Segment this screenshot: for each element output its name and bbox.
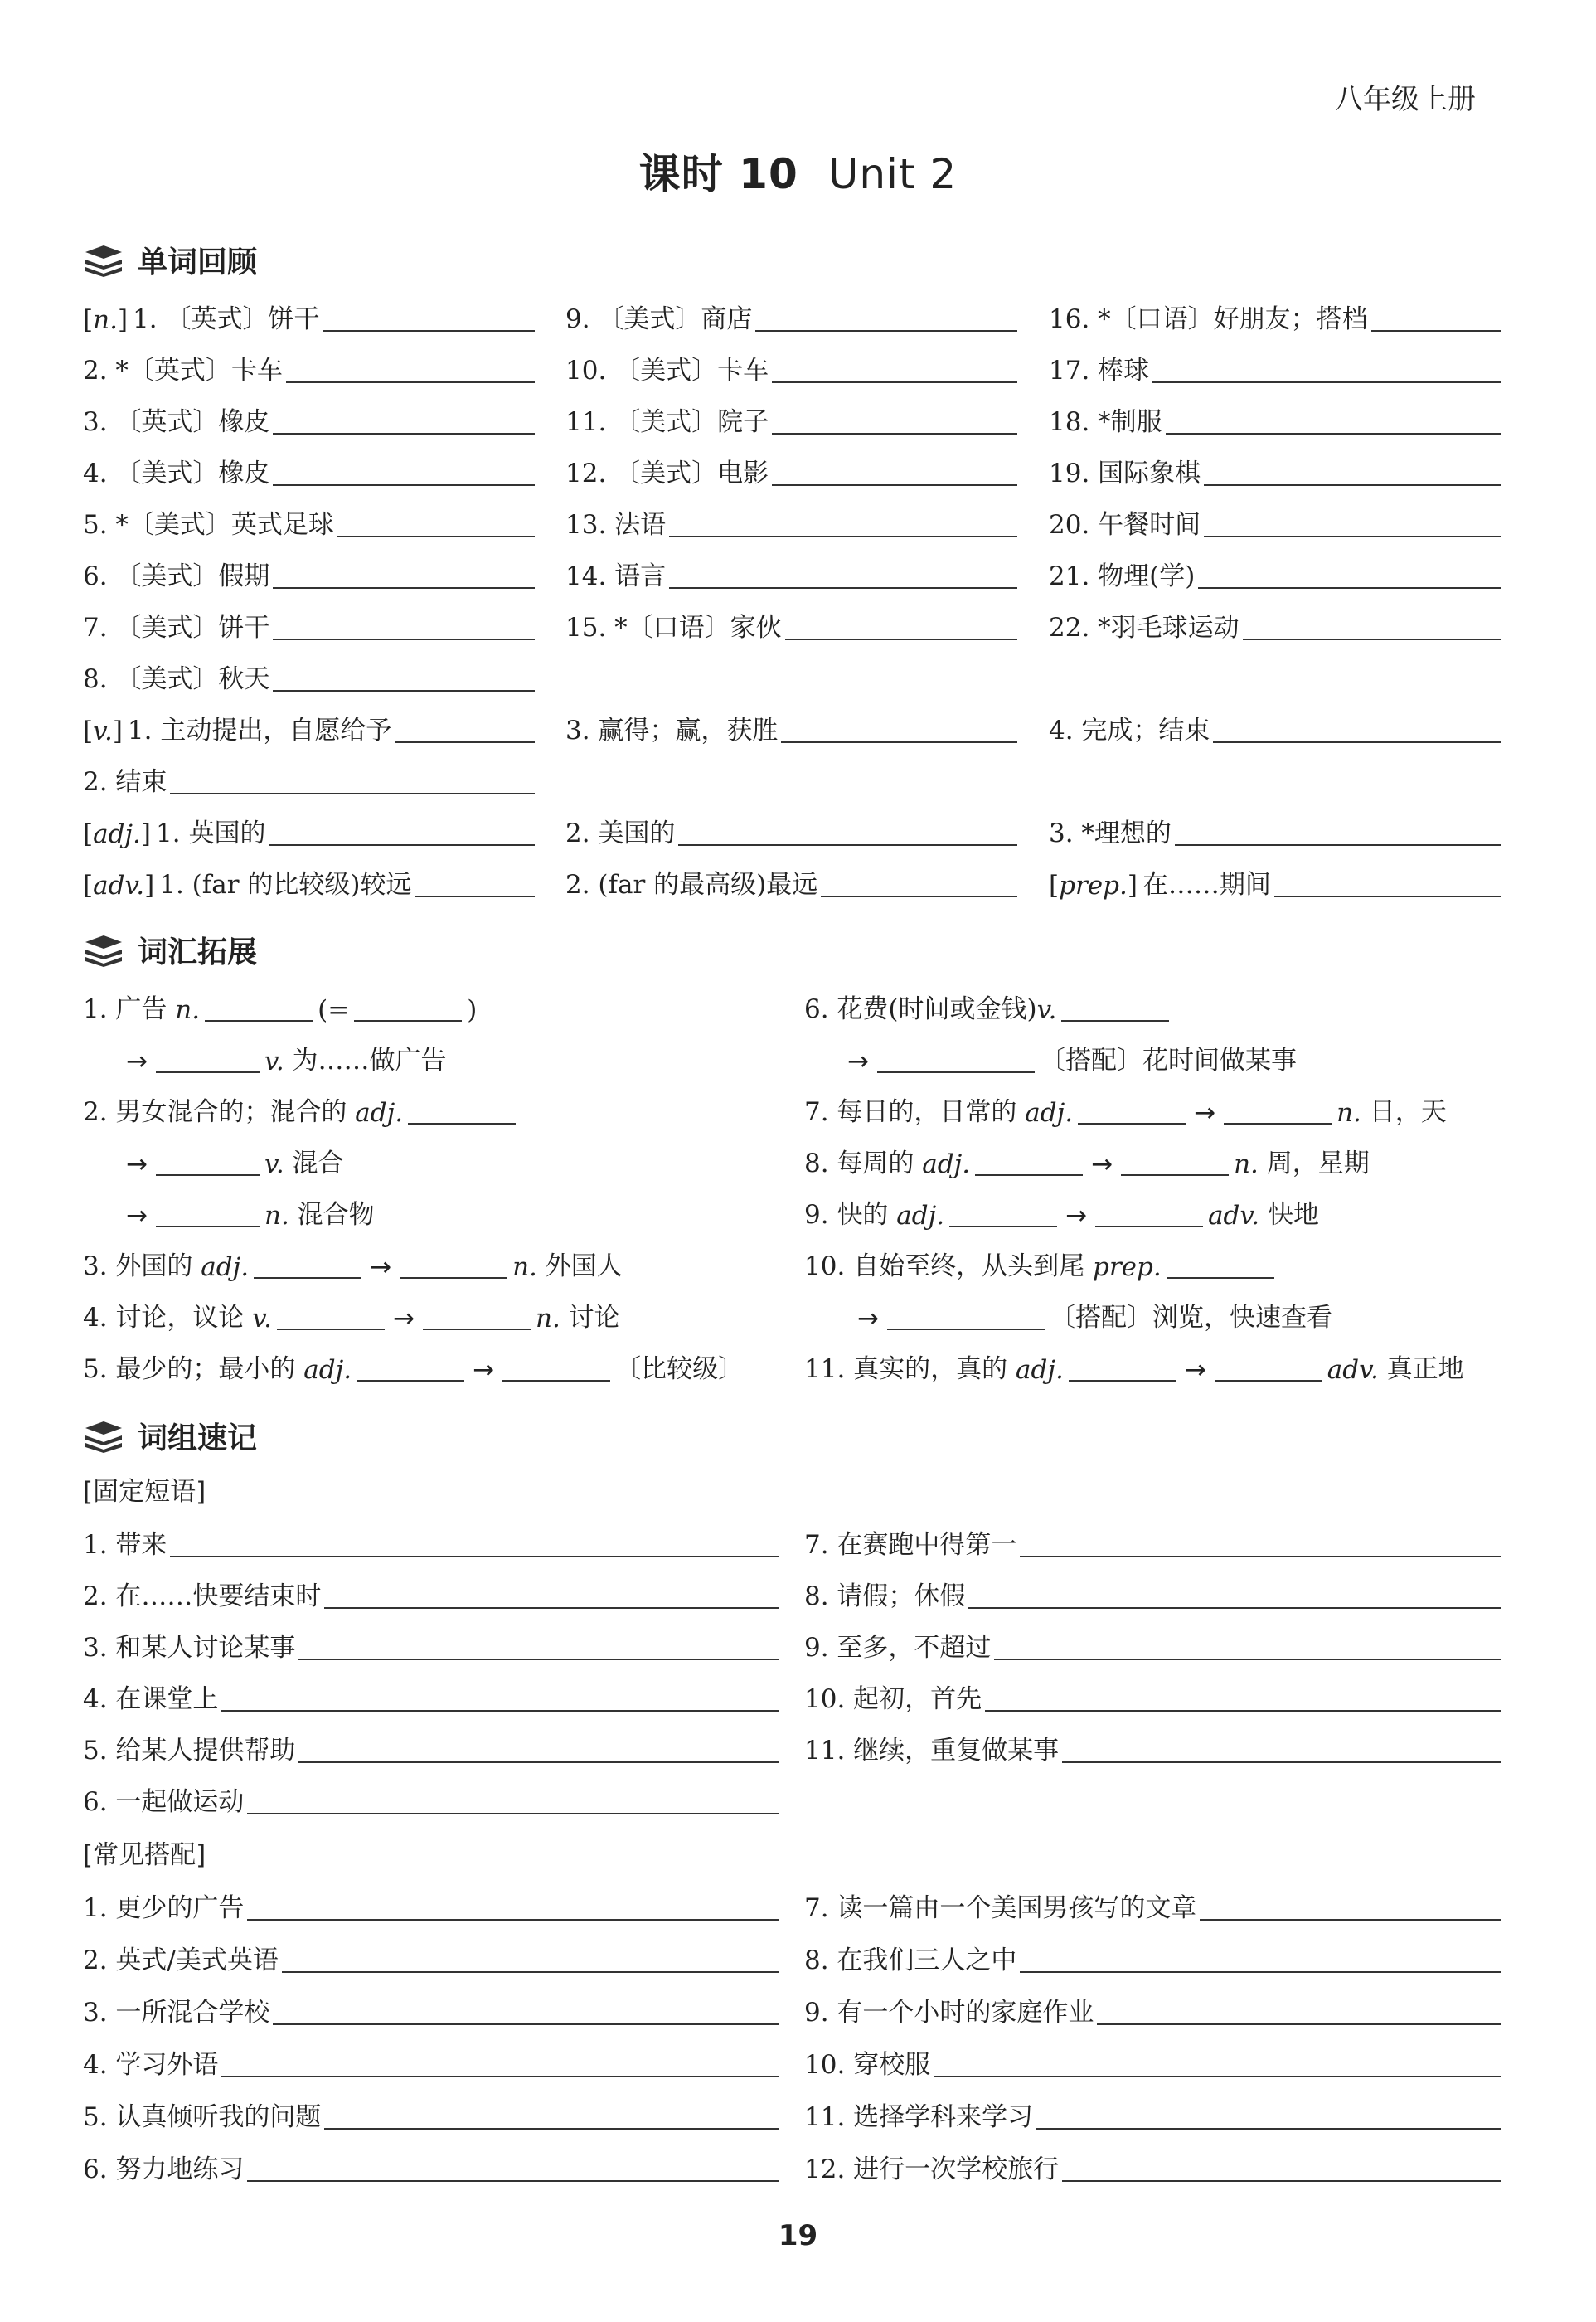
ext-item-4: 4. 讨论，议论 v. → n. 讨论: [83, 1303, 620, 1333]
arrow-icon: →: [1065, 1201, 1088, 1231]
list-item: [565, 559, 1017, 592]
list-item: [804, 1630, 1501, 1664]
answer-line[interactable]: [1152, 381, 1501, 383]
answer-line[interactable]: [1062, 2180, 1501, 2182]
item-text: 1. 主动提出，自愿给予: [127, 716, 392, 746]
arrow-icon: →: [126, 1047, 148, 1076]
answer-line[interactable]: [669, 587, 1017, 589]
item-text: 7. 〔美式〕饼干: [83, 613, 270, 643]
arrow-icon: →: [1091, 1149, 1113, 1179]
item-text: 14. 语言: [565, 561, 667, 591]
item-text: 2. 在……快要结束时: [83, 1581, 322, 1611]
answer-blank[interactable]: [400, 1277, 507, 1279]
answer-blank[interactable]: [975, 1174, 1083, 1176]
answer-blank[interactable]: [1215, 1380, 1322, 1382]
ext-item-5: 5. 最少的；最小的 adj. → 〔比较级〕: [83, 1354, 745, 1385]
answer-blank[interactable]: [357, 1380, 464, 1382]
arrow-icon: →: [857, 1304, 879, 1333]
subsection-common: [常见搭配]: [83, 1840, 206, 1870]
answer-blank[interactable]: [502, 1380, 610, 1382]
item-text: 10. 〔美式〕卡车: [565, 356, 769, 386]
ext-item-1b: → v. 为……做广告: [126, 1046, 447, 1076]
item-text: 10. 穿校服: [804, 2050, 931, 2080]
item-text: 15. *〔口语〕家伙: [565, 613, 782, 643]
item-text: 13. 法语: [565, 510, 667, 540]
pos-tag: v.: [93, 717, 113, 746]
item-text: 9. 〔美式〕商店: [565, 304, 753, 334]
grade-label: 八年级上册: [1335, 83, 1476, 116]
list-item: [83, 456, 535, 489]
answer-blank[interactable]: [887, 1329, 1045, 1330]
list-item: [1049, 353, 1501, 386]
item-text: 在……期间: [1142, 870, 1271, 900]
answer-line[interactable]: [785, 639, 1017, 640]
list-item: [565, 816, 1017, 849]
arrow-icon: →: [126, 1201, 148, 1231]
list-item: [prep.] 在……期间: [1049, 867, 1501, 901]
answer-line[interactable]: [298, 1761, 779, 1763]
list-item: [804, 2048, 1501, 2081]
list-item: [83, 1995, 779, 2028]
item-text: 6. 努力地练习: [83, 2154, 245, 2184]
list-item: [83, 662, 535, 695]
answer-blank[interactable]: [354, 1020, 462, 1022]
answer-line[interactable]: [298, 1659, 779, 1660]
section-title: 单词回顾: [138, 245, 258, 279]
subsection-fixed: [固定短语]: [83, 1477, 206, 1507]
answer-line[interactable]: [1062, 1761, 1501, 1763]
ext-item-2: 2. 男女混合的；混合的 adj.: [83, 1095, 521, 1128]
item-text: 7. 读一篇由一个美国男孩写的文章: [804, 1893, 1197, 1923]
item-text: 6. 一起做运动: [83, 1787, 245, 1817]
item-text: 1. 英国的: [156, 819, 266, 848]
list-item: [83, 559, 535, 592]
ext-item-7: 7. 每日的，日常的 adj. → n. 日，天: [804, 1097, 1447, 1128]
section-vocab-review: [83, 239, 257, 281]
list-item: [83, 1943, 779, 1976]
answer-line[interactable]: [273, 2023, 779, 2025]
answer-blank[interactable]: [156, 1174, 260, 1176]
item-text: 12. 〔美式〕电影: [565, 459, 769, 488]
answer-line[interactable]: [985, 1710, 1501, 1712]
item-text: 2. 结束: [83, 767, 167, 797]
item-text: 11. 继续，重复做某事: [804, 1736, 1060, 1766]
list-item: [804, 1682, 1501, 1715]
unit-title: Unit 2: [827, 150, 958, 198]
answer-blank[interactable]: [949, 1226, 1057, 1227]
item-text: 17. 棒球: [1049, 356, 1150, 386]
item-text: 2. *〔英式〕卡车: [83, 356, 283, 386]
section-title: 词组速记: [138, 1421, 258, 1455]
answer-line[interactable]: [1204, 536, 1501, 537]
answer-blank[interactable]: [1078, 1123, 1186, 1125]
answer-line[interactable]: [323, 330, 535, 332]
answer-line[interactable]: [269, 844, 535, 846]
answer-line[interactable]: [772, 433, 1017, 435]
answer-blank[interactable]: [254, 1277, 361, 1279]
item-text: 16. *〔口语〕好朋友；搭档: [1049, 304, 1368, 334]
list-item: [83, 1630, 779, 1664]
arrow-icon: →: [126, 1149, 148, 1179]
item-text: 8. 在我们三人之中: [804, 1946, 1017, 1975]
answer-line[interactable]: [324, 1607, 779, 1609]
arrow-icon: →: [1184, 1355, 1206, 1385]
answer-line[interactable]: [286, 381, 535, 383]
ext-item-2c: → n. 混合物: [126, 1200, 375, 1231]
answer-line[interactable]: [395, 741, 535, 743]
ext-item-2b: → v. 混合: [126, 1149, 344, 1179]
answer-blank[interactable]: [205, 1020, 313, 1022]
pos-tag: prep.: [1059, 871, 1128, 901]
item-text: 2. (far 的最高级)最远: [565, 870, 818, 900]
item-text: 1. 〔英式〕饼干: [133, 304, 320, 334]
answer-line[interactable]: [821, 896, 1017, 897]
item-text: 3. 〔英式〕橡皮: [83, 407, 270, 437]
answer-blank[interactable]: [156, 1226, 260, 1227]
answer-line[interactable]: [934, 2076, 1501, 2077]
list-item: [83, 2152, 779, 2185]
list-item: [83, 610, 535, 644]
list-item: [83, 1733, 779, 1766]
item-text: 4. 学习外语: [83, 2050, 219, 2080]
ext-item-9: 9. 快的 adj. → adv. 快地: [804, 1200, 1319, 1231]
answer-line[interactable]: [678, 844, 1017, 846]
answer-line[interactable]: [273, 433, 535, 435]
answer-blank[interactable]: [1224, 1123, 1332, 1125]
book-stack-icon: [83, 1420, 124, 1453]
item-text: 11. 选择学科来学习: [804, 2102, 1034, 2132]
answer-line[interactable]: [772, 484, 1017, 486]
list-item: [adj.] 1. 英国的: [83, 816, 535, 849]
list-item: [565, 508, 1017, 541]
list-item: [83, 1891, 779, 1924]
answer-line[interactable]: [1200, 1919, 1501, 1921]
item-text: 8. 〔美式〕秋天: [83, 664, 270, 694]
answer-line[interactable]: [282, 1971, 779, 1973]
answer-line[interactable]: [1198, 587, 1501, 589]
item-text: 12. 进行一次学校旅行: [804, 2154, 1060, 2184]
answer-line[interactable]: [324, 2128, 779, 2130]
item-text: 3. 和某人讨论某事: [83, 1633, 296, 1663]
answer-line[interactable]: [1274, 896, 1501, 897]
item-text: 9. 至多，不超过: [804, 1633, 992, 1663]
item-text: 4. 在课堂上: [83, 1684, 219, 1714]
item-text: 7. 在赛跑中得第一: [804, 1530, 1017, 1560]
answer-line[interactable]: [273, 639, 535, 640]
answer-blank[interactable]: [1095, 1226, 1203, 1227]
answer-line[interactable]: [221, 2076, 779, 2077]
answer-line[interactable]: [1097, 2023, 1501, 2025]
list-item: [804, 2100, 1501, 2133]
book-stack-icon: [83, 244, 124, 277]
list-item: [804, 2152, 1501, 2185]
answer-line[interactable]: [669, 536, 1017, 537]
answer-line[interactable]: [247, 1813, 779, 1814]
answer-line[interactable]: [1243, 639, 1501, 640]
arrow-icon: →: [393, 1304, 415, 1333]
ext-item-11: 11. 真实的，真的 adj. → adv. 真正地: [804, 1354, 1464, 1385]
answer-line[interactable]: [170, 793, 535, 794]
list-item: [1049, 508, 1501, 541]
item-text: 9. 有一个小时的家庭作业: [804, 1998, 1094, 2028]
answer-line[interactable]: [1020, 1971, 1501, 1973]
item-text: 2. 美国的: [565, 819, 676, 848]
arrow-icon: →: [847, 1047, 869, 1076]
arrow-icon: →: [473, 1355, 495, 1385]
page-number: 19: [778, 2219, 818, 2252]
list-item: [565, 353, 1017, 386]
list-item: [804, 1733, 1501, 1766]
answer-line[interactable]: [968, 1607, 1501, 1609]
section-title: 词汇拓展: [138, 935, 258, 969]
item-text: 8. 请假；休假: [804, 1581, 966, 1611]
pos-tag: n.: [93, 305, 118, 335]
item-text: 1. 带来: [83, 1530, 167, 1560]
ext-item-1: 1. 广告 n. (= ): [83, 994, 478, 1025]
list-item: [565, 405, 1017, 438]
arrow-icon: →: [1194, 1098, 1216, 1128]
ext-item-3: 3. 外国的 adj. → n. 外国人: [83, 1251, 623, 1282]
item-text: 1. 更少的广告: [83, 1893, 245, 1923]
item-text: 3. *理想的: [1049, 819, 1172, 848]
list-item: [804, 1995, 1501, 2028]
ext-item-8: 8. 每周的 adj. → n. 周，星期: [804, 1149, 1370, 1179]
ext-item-10: 10. 自始至终，从头到尾 prep.: [804, 1249, 1279, 1282]
list-item: [83, 508, 535, 541]
answer-line[interactable]: [1213, 741, 1501, 743]
item-text: 22. *羽毛球运动: [1049, 613, 1239, 643]
pos-tag: adv.: [93, 871, 145, 901]
answer-blank[interactable]: [1167, 1277, 1274, 1279]
page-title: [0, 141, 1596, 201]
list-item: [1049, 816, 1501, 849]
answer-line[interactable]: [1204, 484, 1501, 486]
answer-line[interactable]: [1166, 433, 1501, 435]
item-text: 1. (far 的比较级)较远: [159, 870, 412, 900]
list-item: [83, 1528, 779, 1561]
answer-line[interactable]: [247, 1919, 779, 1921]
answer-line[interactable]: [755, 330, 1017, 332]
answer-line[interactable]: [337, 536, 535, 537]
ext-item-6: 6. 花费(时间或金钱) v.: [804, 992, 1174, 1025]
answer-blank[interactable]: [408, 1123, 516, 1125]
answer-line[interactable]: [415, 896, 535, 897]
ext-item-6b: → 〔搭配〕花时间做某事: [847, 1046, 1297, 1076]
answer-blank[interactable]: [277, 1329, 385, 1330]
list-item: [804, 1528, 1501, 1561]
book-stack-icon: [83, 934, 124, 967]
arrow-icon: →: [370, 1252, 392, 1282]
answer-blank[interactable]: [423, 1329, 531, 1330]
item-text: 3. 赢得；赢，获胜: [565, 716, 779, 746]
list-item: [1049, 302, 1501, 335]
list-item: [804, 1891, 1501, 1924]
item-text: 18. *制服: [1049, 407, 1162, 437]
answer-blank[interactable]: [1121, 1174, 1229, 1176]
answer-line[interactable]: [994, 1659, 1501, 1660]
item-text: 2. 英式/美式英语: [83, 1946, 279, 1975]
list-item: [n.] 1. 〔英式〕饼干: [83, 302, 535, 335]
list-item: [83, 1682, 779, 1715]
list-item: [1049, 405, 1501, 438]
list-item: [adv.] 1. (far 的比较级)较远: [83, 867, 535, 901]
list-item: [804, 1943, 1501, 1976]
list-item: [83, 765, 535, 798]
list-item: [565, 610, 1017, 644]
list-item: [1049, 713, 1501, 746]
list-item: [565, 302, 1017, 335]
list-item: [83, 2100, 779, 2133]
list-item: [565, 713, 1017, 746]
answer-line[interactable]: [781, 741, 1017, 743]
list-item: [565, 867, 1017, 901]
section-phrases: [83, 1415, 257, 1457]
lesson-title: 课时 10: [638, 150, 798, 198]
answer-line[interactable]: [1036, 2128, 1501, 2130]
answer-line[interactable]: [273, 690, 535, 692]
answer-line[interactable]: [247, 2180, 779, 2182]
ext-item-10b: → 〔搭配〕浏览，快速查看: [857, 1303, 1332, 1333]
list-item: [83, 405, 535, 438]
list-item: [1049, 456, 1501, 489]
answer-line[interactable]: [772, 381, 1017, 383]
list-item: [1049, 559, 1501, 592]
list-item: [565, 456, 1017, 489]
item-text: 19. 国际象棋: [1049, 459, 1201, 488]
item-text: 21. 物理(学): [1049, 561, 1196, 591]
item-text: 6. 〔美式〕假期: [83, 561, 270, 591]
item-text: 4. 〔美式〕橡皮: [83, 459, 270, 488]
section-vocab-ext: [83, 929, 257, 971]
answer-blank[interactable]: [156, 1071, 260, 1073]
item-text: 5. *〔美式〕英式足球: [83, 510, 334, 540]
answer-line[interactable]: [273, 484, 535, 486]
list-item: [83, 1785, 779, 1818]
item-text: 10. 起初，首先: [804, 1684, 982, 1714]
answer-line[interactable]: [221, 1710, 779, 1712]
list-item: [83, 2048, 779, 2081]
item-text: 3. 一所混合学校: [83, 1998, 270, 2028]
answer-blank[interactable]: [877, 1071, 1035, 1073]
list-item: [1049, 610, 1501, 644]
answer-line[interactable]: [1371, 330, 1501, 332]
answer-line[interactable]: [273, 587, 535, 589]
item-text: 4. 完成；结束: [1049, 716, 1210, 746]
list-item: [83, 1579, 779, 1612]
answer-line[interactable]: [1020, 1556, 1501, 1557]
pos-tag: adj.: [93, 819, 141, 849]
answer-line[interactable]: [1175, 844, 1501, 846]
list-item: [83, 353, 535, 386]
list-item: [804, 1579, 1501, 1612]
answer-line[interactable]: [170, 1556, 779, 1557]
item-text: 11. 〔美式〕院子: [565, 407, 769, 437]
item-text: 5. 认真倾听我的问题: [83, 2102, 322, 2132]
item-text: 20. 午餐时间: [1049, 510, 1201, 540]
answer-blank[interactable]: [1069, 1380, 1176, 1382]
answer-blank[interactable]: [1061, 1020, 1169, 1022]
item-text: 5. 给某人提供帮助: [83, 1736, 296, 1766]
list-item: [v.] 1. 主动提出，自愿给予: [83, 713, 535, 746]
